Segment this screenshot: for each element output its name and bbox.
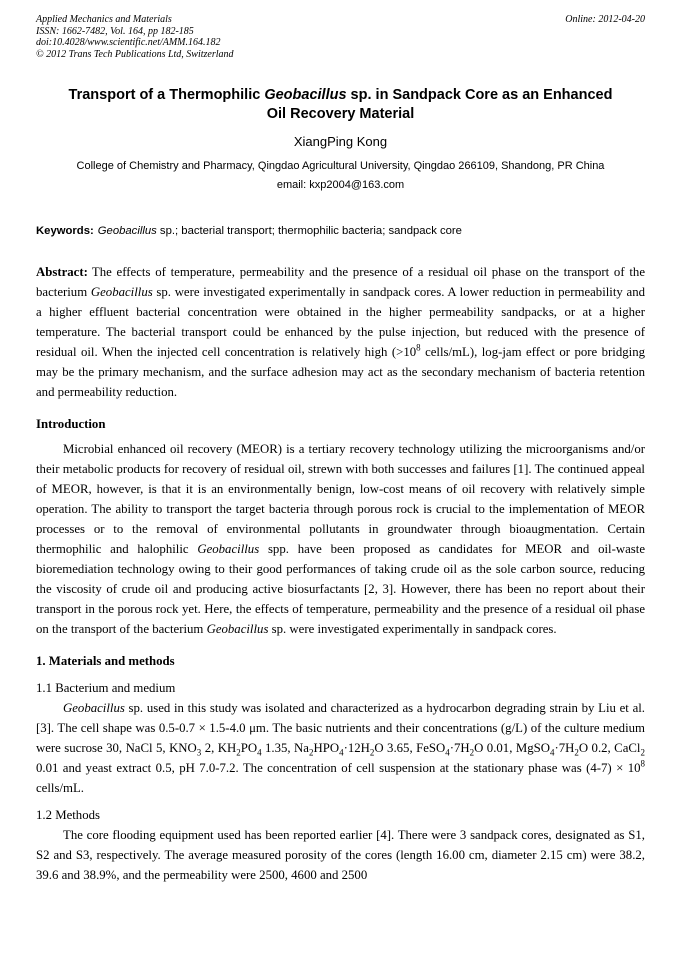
bacterium-medium-paragraph: Geobacillus sp. used in this study was isolated and characterized as a hydrocarbon degrading strain by Liu et al. [3]. The cell shape was 0.5-0.7 × 1.5-4.0 μm. The basic nutrients and their concentrations (g/L) of the culture medium were sucrose 30, NaCl 5, $KNO_3$ 2, $KH_2PO_4$ 1.35, $Na_2HPO_4\cdot 12H_2O$ 3.65, $FeSO_4\cdot 7H_2O$ 0.01, $MgSO_4\cdot 7H_2O$ 0.2, CaCl$_2$ 0.01 and yeast extract 0.5, pH 7.0-7.2. The concentration of cell suspension at the stationary phase was $(4-7) \times 10^8$ cells/mL.	[36, 701, 645, 795]
abstract-paragraph	[36, 262, 645, 402]
journal-header	[36, 14, 645, 60]
author-name: XiangPing Kong	[293, 134, 388, 149]
introduction-paragraph: Microbial enhanced oil recovery (MEOR) is a tertiary recovery technology utilizing the microorganisms and/or their metabolic products for recovery of residual oil, strewn with both successes and failures [1]. The continued appeal of MEOR, however, is that it is an environmentally benign, low-cost means of oil recovery with relatively simple operation. The ability to transport the target bacteria through porous rock is crucial to the implementation of MEOR processes or to the removal of environmental pollutants in groundwater through bioaugmentation. Certain thermophilic and halophilic Geobacillus spp. have been proposed as candidates for MEOR and oil-waste bioremediation technology owing to their good performances of taking crude oil as the sole carbon source, reducing the viscosity of crude oil and producing active biosurfactants [2, 3]. However, there has been no report about their transport in the porous rock yet. Here, the effects of temperature, permeability and the presence of a residual oil phase on the transport of the bacterium Geobacillus sp. were investigated experimentally in sandpack cores.	[36, 442, 645, 636]
keywords-text: Geobacillus sp.; bacterial transport; thermophilic bacteria; sandpack core	[97, 225, 462, 237]
abstract-label: Abstract:	[36, 265, 88, 279]
methods-paragraph: The core flooding equipment used has been reported earlier [4]. There were 3 sandpack cores, designated as S1, S2 and S3, respectively. The average measured porosity of the cores (length 16.00 cm, diameter 2.15 cm) were 38.2, 39.6 and 38.9%, and the permeability were 2500, 4600 and 2500	[36, 828, 645, 882]
subsection-heading-methods: 1.2 Methods	[36, 808, 100, 822]
section-heading-introduction: Introduction	[36, 417, 106, 431]
doi-line: doi:10.4028/www.scientific.net/AMM.164.182	[36, 37, 221, 48]
affiliation: College of Chemistry and Pharmacy, Qingdao Agricultural University, Qingdao 266109, Shandong, PR China	[76, 160, 605, 172]
keywords-line	[36, 224, 645, 239]
copyright-line: © 2012 Trans Tech Publications Ltd, Switzerland	[36, 48, 234, 60]
online-date: Online: 2012-04-20	[565, 14, 645, 25]
abstract-text: The effects of temperature, permeability and the presence of a residual oil phase on the transport of the bacterium Geobacillus sp. were investigated experimentally in sandpack cores. A lower reduction in permeability and a higher effluent bacterial concentration were obtained in the higher permeability sandpacks, or at a higher temperature. The bacterial transport could be enhanced by the pulse injection, but reduced with the presence of residual oil. When the injected cell concentration is relatively high ($>10^8$ cells/mL), log-jam effect or pore bridging may be the primary mechanism, and the surface adhesion may act as the secondary mechanism of bacteria retention and permeability reduction.	[36, 265, 645, 399]
journal-title: Applied Mechanics and Materials	[36, 14, 172, 25]
issn-line: ISSN: 1662-7482, Vol. 164, pp 182-185	[36, 25, 194, 37]
email-line: email: kxp2004@163.com	[276, 179, 405, 191]
section-heading-materials-methods: 1. Materials and methods	[36, 654, 175, 668]
keywords-label: Keywords:	[36, 225, 94, 237]
journal-header-left	[36, 14, 234, 60]
article-title: Transport of a Thermophilic Geobacillus sp. in Sandpack Core as an Enhanced Oil Recovery Material	[68, 87, 613, 122]
subsection-heading-bacterium-medium: 1.1 Bacterium and medium	[36, 681, 176, 695]
